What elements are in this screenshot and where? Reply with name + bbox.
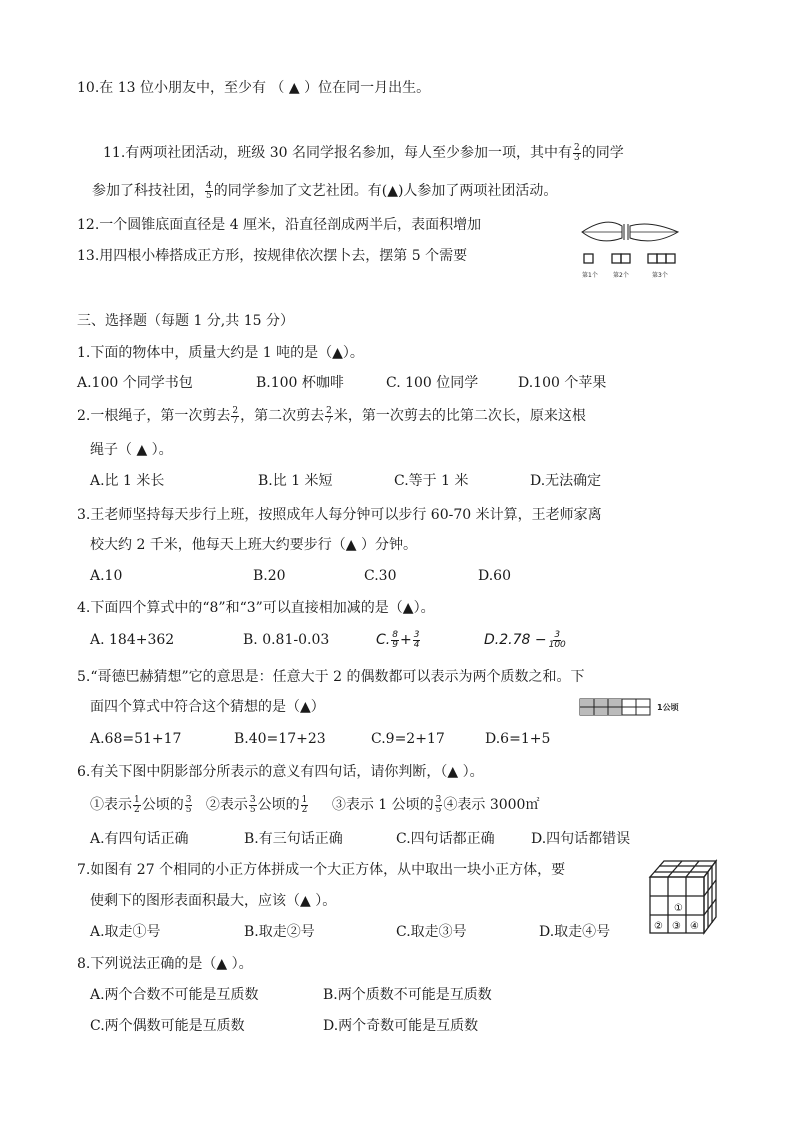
cone-halves-figure	[578, 216, 688, 246]
fraction: $\frac{4}{5}$	[206, 180, 212, 201]
option: B.取走②号	[244, 924, 315, 940]
option: D.无法确定	[530, 473, 602, 489]
choice-5-line2: 面四个算式中符合这个猜想的是（▲）	[90, 699, 325, 715]
hectare-grid-figure	[579, 697, 689, 719]
option: A.有四句话正确	[90, 831, 189, 847]
option: C.9=2+17	[371, 731, 445, 747]
option: B.比 1 米短	[258, 473, 333, 489]
option: B. 0.81-0.03	[243, 632, 330, 648]
option: D.6=1+5	[485, 731, 551, 747]
option: A. 184+362	[90, 632, 175, 648]
fig5-label: 1公顷	[657, 703, 679, 712]
choice-3-line1: 3.王老师坚持每天步行上班，按照成年人每分钟可以步行 60-70 米计算，王老师家离	[77, 507, 602, 523]
option: C.等于 1 米	[394, 473, 469, 489]
option: B.20	[253, 568, 286, 584]
option: B.两个质数不可能是互质数	[323, 987, 492, 1003]
choice-2-line2: 绳子（ ▲ ）。	[90, 442, 173, 458]
cube-mark-2: ②	[654, 921, 663, 932]
question-12: 12.一个圆锥底面直径是 4 厘米，沿直径剖成两半后，表面积增加	[77, 217, 482, 233]
choice-4: 4.下面四个算式中的“8”和“3”可以直接相加减的是（▲）。	[77, 600, 435, 616]
option: C. 100 位同学	[386, 375, 479, 391]
option: B.有三句话正确	[244, 831, 343, 847]
choice-7-line2: 使剩下的图形表面积最大，应该（▲ ）。	[90, 893, 337, 909]
cube-figure	[646, 855, 718, 937]
option: C.30	[364, 568, 397, 584]
cube-mark-3: ③	[672, 921, 681, 932]
fraction: $\frac{2}{3}$	[573, 142, 580, 163]
option: A.100 个同学书包	[77, 375, 193, 391]
cube-mark-1: ①	[674, 903, 683, 914]
option: B.100 杯咖啡	[256, 375, 344, 391]
option: A.取走①号	[90, 924, 161, 940]
option: A.比 1 米长	[90, 473, 165, 489]
option: D.100 个苹果	[518, 375, 607, 391]
option: A.两个合数不可能是互质数	[90, 987, 259, 1003]
option: D.四句话都错误	[531, 831, 631, 847]
fig13-label-1: 第1个	[582, 272, 598, 279]
matchstick-squares-figure	[582, 252, 692, 282]
question-11-line1: 11.有两项社团活动，班级 30 名同学报名参加，每人至少参加一项，其中有 $\frac{2}{3}$ 的同学	[103, 142, 624, 163]
choice-5-line1: 5.“哥德巴赫猜想”它的意思是：任意大于 2 的偶数都可以表示为两个质数之和。下	[77, 669, 585, 685]
choice-8: 8.下列说法正确的是（▲ ）。	[77, 956, 253, 972]
fig13-label-2: 第2个	[613, 272, 629, 279]
option: D.取走④号	[539, 924, 611, 940]
option: A.68=51+17	[90, 731, 182, 747]
option-c: C. $\frac{8}{9}$ + $\frac{3}{4}$	[376, 629, 420, 650]
choice-1: 1.下面的物体中，质量大约是 1 吨的是（▲）。	[77, 345, 364, 361]
question-13: 13.用四根小棒搭成正方形，按规律依次摆卜去，摆第 5 个需要	[77, 248, 468, 264]
option: D.两个奇数可能是互质数	[323, 1018, 479, 1034]
option: A.10	[90, 568, 123, 584]
option: C.取走③号	[396, 924, 467, 940]
fig13-label-3: 第3个	[652, 272, 668, 279]
choice-7-line1: 7.如图有 27 个相同的小正方体拼成一个大正方体，从中取出一块小正方体，要	[77, 862, 566, 878]
choice-6-statements: ①表示 $\frac{1}{2}$ 公顷的 $\frac{3}{5}$ ②表示 $\frac{3}{5}$ 公顷的 $\frac{1}{2}$ ③表示 1 公顷的 $\frac{3}{5}$ ④表示 3000㎡	[90, 794, 540, 815]
option: C.四句话都正确	[396, 831, 495, 847]
choice-3-line2: 校大约 2 千米，他每天上班大约要步行（▲ ）分钟。	[90, 537, 418, 553]
cube-mark-4: ④	[690, 921, 699, 932]
option: D.60	[478, 568, 511, 584]
section-3-title: 三、选择题（每题 1 分,共 15 分）	[77, 313, 294, 329]
option: B.40=17+23	[234, 731, 326, 747]
option-d: D.2.78 − $\frac{3}{100}$	[484, 629, 566, 650]
question-11-line2: 参加了科技社团， $\frac{4}{5}$ 的同学参加了文艺社团。有(▲)人参加了两项社团活动。	[92, 180, 558, 201]
choice-6: 6.有关下图中阴影部分所表示的意义有四句话，请你判断，（▲ ）。	[77, 764, 484, 780]
question-10: 10.在 13 位小朋友中，至少有 （ ▲ ）位在同一月出生。	[77, 80, 431, 96]
choice-2-line1: 2.一根绳子，第一次剪去 $\frac{2}{7}$ ，第二次剪去 $\frac{2}{7}$ 米，第一次剪去的比第二次长，原来这根	[77, 405, 586, 426]
option: C.两个偶数可能是互质数	[90, 1018, 245, 1034]
